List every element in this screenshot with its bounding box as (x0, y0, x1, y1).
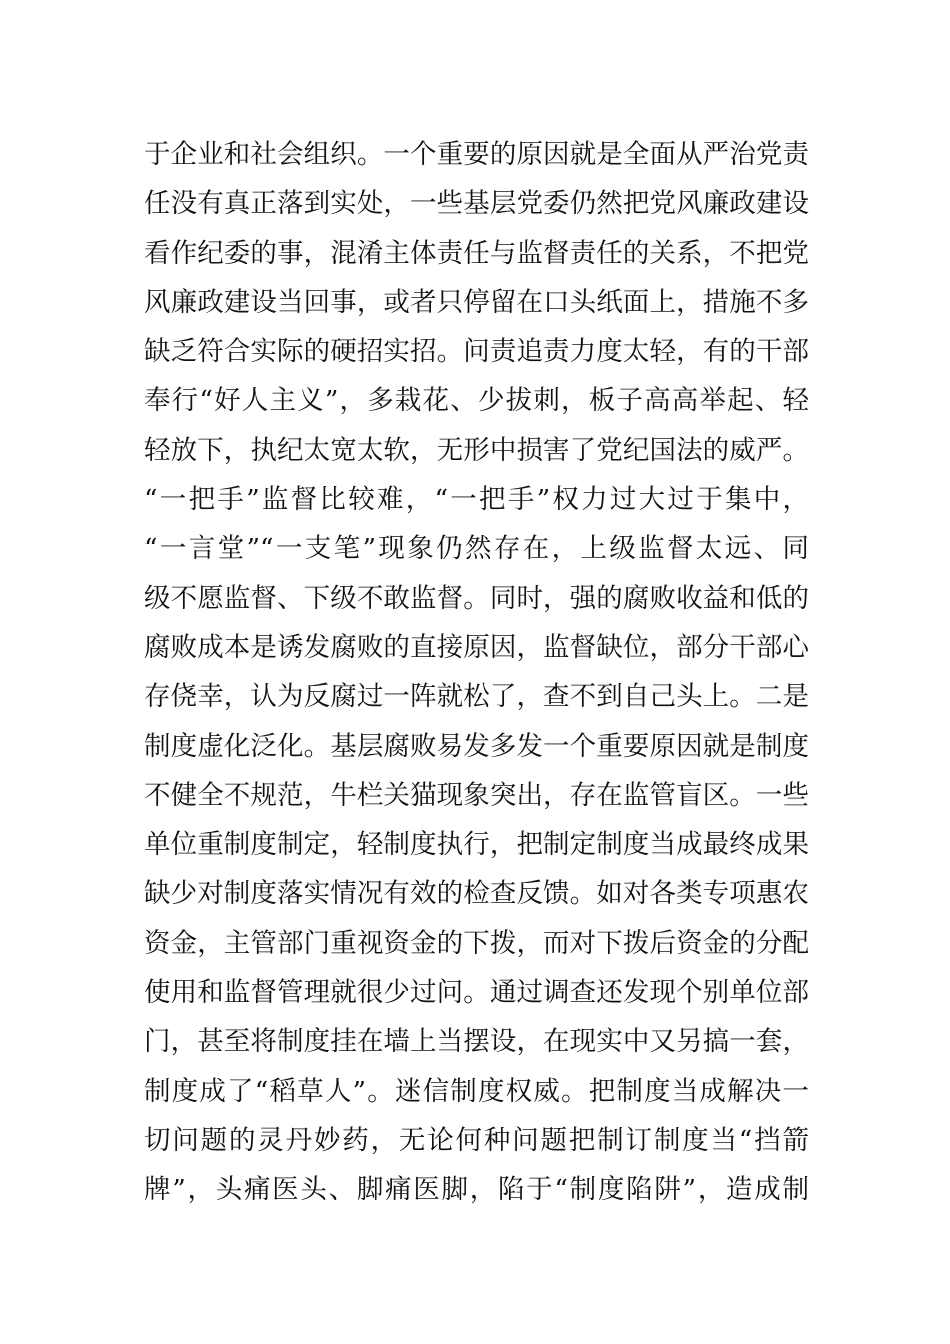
text-line: 风廉政建设当回事，或者只停留在口头纸面上，措施不多 (144, 286, 809, 318)
text-line: 切问题的灵丹妙药，无论何种问题把制订制度当“挡箭 (144, 1124, 809, 1156)
text-line: 缺乏符合实际的硬招实招。问责追责力度太轻，有的干部 (144, 336, 809, 368)
text-line: 门，甚至将制度挂在墙上当摆设，在现实中又另搞一套， (144, 1026, 809, 1058)
text-line: 使用和监督管理就很少过问。通过调查还发现个别单位部 (144, 977, 809, 1009)
text-line: 制度成了“稻草人”。迷信制度权威。把制度当成解决一 (144, 1075, 809, 1107)
text-line: 牌”，头痛医头、脚痛医脚，陷于“制度陷阱”，造成制 (144, 1174, 809, 1206)
text-line: “一把手”监督比较难，“一把手”权力过大过于集中， (144, 484, 809, 516)
text-line: 资金，主管部门重视资金的下拨，而对下拨后资金的分配 (144, 927, 809, 959)
text-line: “一言堂”“一支笔”现象仍然存在，上级监督太远、同 (144, 533, 809, 565)
text-line: 轻放下，执纪太宽太软，无形中损害了党纪国法的威严。 (144, 434, 809, 466)
text-line: 制度虚化泛化。基层腐败易发多发一个重要原因就是制度 (144, 730, 809, 762)
text-line: 不健全不规范，牛栏关猫现象突出，存在监管盲区。一些 (144, 779, 809, 811)
text-line: 单位重制度制定，轻制度执行，把制定制度当成最终成果 (144, 829, 809, 861)
text-line: 任没有真正落到实处，一些基层党委仍然把党风廉政建设 (144, 188, 809, 220)
text-line: 缺少对制度落实情况有效的检查反馈。如对各类专项惠农 (144, 878, 809, 910)
text-line: 存侥幸，认为反腐过一阵就松了，查不到自己头上。二是 (144, 681, 809, 713)
text-line: 腐败成本是诱发腐败的直接原因，监督缺位，部分干部心 (144, 631, 809, 663)
text-line: 看作纪委的事，混淆主体责任与监督责任的关系，不把党 (144, 237, 809, 269)
text-line: 于企业和社会组织。一个重要的原因就是全面从严治党责 (144, 139, 809, 170)
body-text (144, 130, 809, 1215)
text-line: 级不愿监督、下级不敢监督。同时，强的腐败收益和低的 (144, 582, 809, 614)
text-line: 奉行“好人主义”，多栽花、少拔刺，板子高高举起、轻 (144, 385, 809, 417)
